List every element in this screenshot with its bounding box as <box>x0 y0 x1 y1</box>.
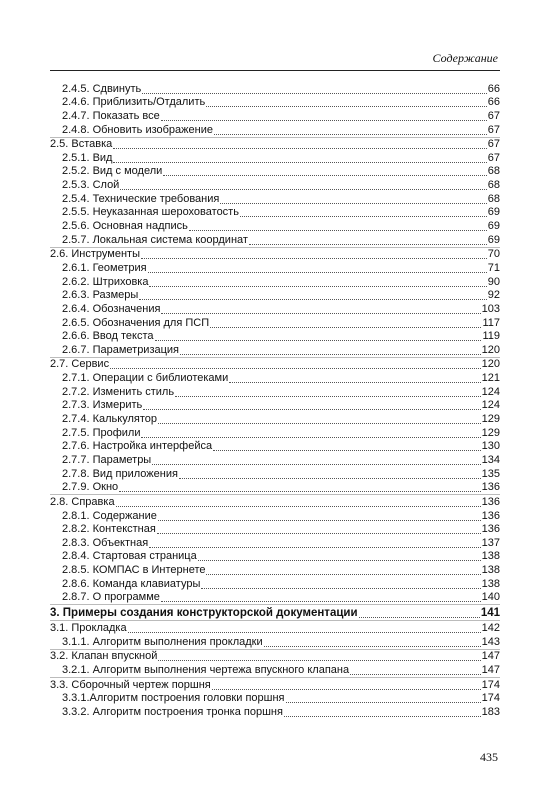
toc-entry-page: 124 <box>481 399 500 412</box>
toc-entry-page: 136 <box>481 495 500 508</box>
dot-leader <box>201 587 480 589</box>
toc-subsection[interactable] <box>50 692 500 706</box>
toc-subsection[interactable] <box>50 371 500 385</box>
toc-entry-page: 136 <box>481 481 500 494</box>
dot-leader <box>158 659 480 661</box>
toc-entry-label: 2.5.2. Вид с модели <box>62 165 163 178</box>
toc-entry-label: 2.6. Инструменты <box>50 248 140 261</box>
toc-entry-label: 2.7. Сервис <box>50 358 110 371</box>
toc-entry-page: 67 <box>487 109 500 122</box>
dot-leader <box>249 243 487 245</box>
toc-subsection[interactable] <box>50 550 500 564</box>
toc-subsection[interactable] <box>50 385 500 399</box>
toc-entry-label: 3.1. Прокладка <box>50 621 127 634</box>
dot-leader <box>158 422 481 424</box>
dot-leader <box>189 229 487 231</box>
toc-subsection[interactable] <box>50 399 500 413</box>
toc-entry-page: 134 <box>481 453 500 466</box>
toc-entry-page: 69 <box>487 206 500 219</box>
toc-subsection[interactable] <box>50 705 500 719</box>
toc-entry-page: 71 <box>487 261 500 274</box>
dot-leader <box>220 202 486 204</box>
toc-entry-label: 2.7.2. Изменить стиль <box>62 385 175 398</box>
dot-leader <box>212 688 481 690</box>
toc-entry-label: 2.6.5. Обозначения для ПСП <box>62 316 210 329</box>
dot-leader <box>149 285 486 287</box>
toc-subsection[interactable] <box>50 233 500 247</box>
toc-subsection[interactable] <box>50 426 500 440</box>
toc-entry-page: 121 <box>481 372 500 385</box>
toc-entry-label: 2.7.8. Вид приложения <box>62 467 178 480</box>
toc-entry-page: 138 <box>481 577 500 590</box>
toc-entry-label: 2.5.5. Неуказанная шероховатость <box>62 206 239 219</box>
toc-entry-label: 2.4.7. Показать все <box>62 109 160 122</box>
toc-subsection[interactable] <box>50 663 500 677</box>
toc-entry-label: 2.7.3. Измерить <box>62 399 143 412</box>
dot-leader <box>113 161 486 163</box>
dot-leader <box>359 616 480 618</box>
dot-leader <box>161 119 487 121</box>
dot-leader <box>148 271 487 273</box>
toc-entry-page: 183 <box>481 705 500 718</box>
toc-subsection[interactable] <box>50 96 500 110</box>
toc-entry-label: 3.3.1.Алгоритм построения головки поршня <box>62 692 285 705</box>
toc-entry-label: 2.8.1. Содержание <box>62 509 157 522</box>
dot-leader <box>206 105 487 107</box>
toc-subsection[interactable] <box>50 302 500 316</box>
toc-entry-page: 147 <box>481 650 500 663</box>
toc-entry-label: 2.5.7. Локальная система координат <box>62 233 248 246</box>
toc-entry-label: 2.7.9. Окно <box>62 481 119 494</box>
toc-entry-page: 69 <box>487 220 500 233</box>
dot-leader <box>284 715 481 717</box>
toc-subsection[interactable] <box>50 178 500 192</box>
toc-chapter[interactable] <box>50 605 500 620</box>
toc-entry-label: 2.8.2. Контекстная <box>62 523 156 536</box>
toc-entry-label: 2.4.8. Обновить изображение <box>62 123 213 136</box>
toc-section[interactable] <box>50 495 500 509</box>
toc-entry-page: 67 <box>487 123 500 136</box>
toc-subsection[interactable] <box>50 509 500 523</box>
toc-subsection[interactable] <box>50 316 500 330</box>
toc-entry-page: 136 <box>481 509 500 522</box>
dot-leader <box>161 312 480 314</box>
toc-entry-label: 2.6.7. Параметризация <box>62 343 180 356</box>
toc-entry-page: 135 <box>481 467 500 480</box>
toc-entry-label: 3.2.1. Алгоритм выполнения чертежа впускного клапана <box>62 663 350 676</box>
toc-entry-label: 2.8.7. О программе <box>62 591 160 604</box>
toc-entry-page: 92 <box>487 289 500 302</box>
toc-entry-page: 67 <box>487 151 500 164</box>
toc-entry-label: 2.8.6. Команда клавиатуры <box>62 577 201 590</box>
toc-entry-page: 66 <box>487 96 500 109</box>
dot-leader <box>128 631 481 633</box>
toc-subsection[interactable] <box>50 440 500 454</box>
dot-leader <box>158 519 481 521</box>
dot-leader <box>142 92 486 94</box>
dot-leader <box>214 133 487 135</box>
toc-entry-page: 119 <box>482 330 500 343</box>
toc-entry-page: 120 <box>481 343 500 356</box>
toc-entry-label: 3.2. Клапан впускной <box>50 650 158 663</box>
toc-entry-page: 66 <box>487 82 500 95</box>
toc-subsection[interactable] <box>50 123 500 137</box>
toc-entry-page: 137 <box>481 536 500 549</box>
toc-entry-label: 2.5. Вставка <box>50 138 113 151</box>
toc-entry-page: 138 <box>481 564 500 577</box>
toc-subsection[interactable] <box>50 343 500 357</box>
toc-subsection[interactable] <box>50 275 500 289</box>
toc-subsection[interactable] <box>50 536 500 550</box>
dot-leader <box>143 408 480 410</box>
toc-subsection[interactable] <box>50 563 500 577</box>
toc-entry-label: 2.4.6. Приблизить/Отдалить <box>62 96 206 109</box>
toc-entry-page: 141 <box>480 607 500 620</box>
table-of-contents <box>50 82 500 719</box>
dot-leader <box>141 257 487 259</box>
toc-entry-label: 2.7.1. Операции с библиотеками <box>62 372 229 385</box>
toc-subsection[interactable] <box>50 467 500 481</box>
dot-leader <box>210 326 481 328</box>
toc-entry-label: 2.5.3. Слой <box>62 179 120 192</box>
toc-entry-page: 174 <box>481 692 500 705</box>
toc-entry-page: 67 <box>487 138 500 151</box>
toc-entry-label: 2.5.6. Основная надпись <box>62 220 188 233</box>
dot-leader <box>155 339 482 341</box>
toc-entry-page: 143 <box>481 635 500 648</box>
toc-section[interactable] <box>50 678 500 692</box>
dot-leader <box>139 298 486 300</box>
toc-subsection[interactable] <box>50 577 500 591</box>
toc-subsection[interactable] <box>50 289 500 303</box>
toc-entry-page: 138 <box>481 550 500 563</box>
toc-entry-label: 2.7.4. Калькулятор <box>62 413 157 426</box>
toc-subsection[interactable] <box>50 206 500 220</box>
dot-leader <box>116 505 481 507</box>
toc-entry-page: 174 <box>481 678 500 691</box>
toc-entry-page: 129 <box>481 413 500 426</box>
toc-subsection[interactable] <box>50 412 500 426</box>
toc-entry-page: 68 <box>487 192 500 205</box>
dot-leader <box>157 532 481 534</box>
running-header: Содержание <box>432 51 498 65</box>
toc-entry-page: 68 <box>487 179 500 192</box>
toc-subsection[interactable] <box>50 635 500 649</box>
toc-subsection[interactable] <box>50 192 500 206</box>
toc-entry-label: 3.3. Сборочный чертеж поршня <box>50 678 211 691</box>
dot-leader <box>350 673 481 675</box>
dot-leader <box>119 490 481 492</box>
toc-entry-label: 2.4.5. Сдвинуть <box>62 82 142 95</box>
toc-entry-page: 140 <box>481 591 500 604</box>
toc-entry-label: 2.8.3. Объектная <box>62 536 149 549</box>
toc-section[interactable] <box>50 650 500 664</box>
toc-entry-label: 3. Примеры создания конструкторской документации <box>50 607 358 620</box>
dot-leader <box>152 463 480 465</box>
toc-entry-page: 117 <box>482 316 500 329</box>
dot-leader <box>206 573 480 575</box>
header-rule <box>50 70 500 71</box>
toc-section[interactable] <box>50 621 500 635</box>
toc-entry-page: 136 <box>481 523 500 536</box>
toc-entry-label: 2.7.7. Параметры <box>62 453 152 466</box>
toc-entry-label: 2.8.5. КОМПАС в Интернете <box>62 564 206 577</box>
toc-entry-page: 70 <box>487 248 500 261</box>
dot-leader <box>286 701 481 703</box>
dot-leader <box>240 215 487 217</box>
toc-subsection[interactable] <box>50 523 500 537</box>
toc-subsection[interactable] <box>50 82 500 96</box>
toc-entry-label: 2.7.6. Настройка интерфейса <box>62 440 213 453</box>
toc-entry-label: 2.6.2. Штриховка <box>62 275 149 288</box>
dot-leader <box>229 381 480 383</box>
dot-leader <box>163 174 486 176</box>
toc-subsection[interactable] <box>50 109 500 123</box>
toc-subsection[interactable] <box>50 591 500 605</box>
toc-subsection[interactable] <box>50 219 500 233</box>
toc-entry-label: 2.6.4. Обозначения <box>62 302 161 315</box>
toc-subsection[interactable] <box>50 261 500 275</box>
toc-entry-label: 2.5.1. Вид <box>62 151 113 164</box>
toc-entry-page: 103 <box>481 302 500 315</box>
dot-leader <box>213 449 481 451</box>
toc-entry-page: 68 <box>487 165 500 178</box>
dot-leader <box>149 546 480 548</box>
dot-leader <box>113 147 486 149</box>
toc-subsection[interactable] <box>50 481 500 495</box>
dot-leader <box>179 477 481 479</box>
toc-entry-label: 2.8. Справка <box>50 495 115 508</box>
toc-section[interactable] <box>50 358 500 372</box>
toc-entry-label: 2.6.6. Ввод текста <box>62 330 154 343</box>
dot-leader <box>120 188 486 190</box>
toc-entry-page: 69 <box>487 233 500 246</box>
toc-subsection[interactable] <box>50 453 500 467</box>
toc-entry-label: 3.1.1. Алгоритм выполнения прокладки <box>62 635 263 648</box>
toc-entry-label: 2.6.1. Геометрия <box>62 261 147 274</box>
dot-leader <box>110 367 481 369</box>
toc-entry-label: 2.7.5. Профили <box>62 426 141 439</box>
toc-section[interactable] <box>50 138 500 152</box>
dot-leader <box>175 395 481 397</box>
page-number: 435 <box>480 750 498 764</box>
toc-entry-page: 142 <box>481 621 500 634</box>
toc-entry-label: 2.6.3. Размеры <box>62 289 139 302</box>
dot-leader <box>198 559 481 561</box>
toc-entry-page: 147 <box>481 663 500 676</box>
toc-subsection[interactable] <box>50 330 500 344</box>
toc-entry-label: 2.5.4. Технические требования <box>62 192 220 205</box>
toc-entry-label: 2.8.4. Стартовая страница <box>62 550 197 563</box>
dot-leader <box>180 353 481 355</box>
toc-entry-page: 90 <box>487 275 500 288</box>
dot-leader <box>141 436 480 438</box>
toc-entry-page: 129 <box>481 426 500 439</box>
toc-entry-page: 120 <box>481 358 500 371</box>
toc-entry-label: 3.3.2. Алгоритм построения тронка поршня <box>62 705 283 718</box>
toc-subsection[interactable] <box>50 165 500 179</box>
dot-leader <box>161 600 481 602</box>
toc-entry-page: 130 <box>481 440 500 453</box>
toc-subsection[interactable] <box>50 151 500 165</box>
toc-entry-page: 124 <box>481 385 500 398</box>
dot-leader <box>264 645 481 647</box>
toc-section[interactable] <box>50 248 500 262</box>
